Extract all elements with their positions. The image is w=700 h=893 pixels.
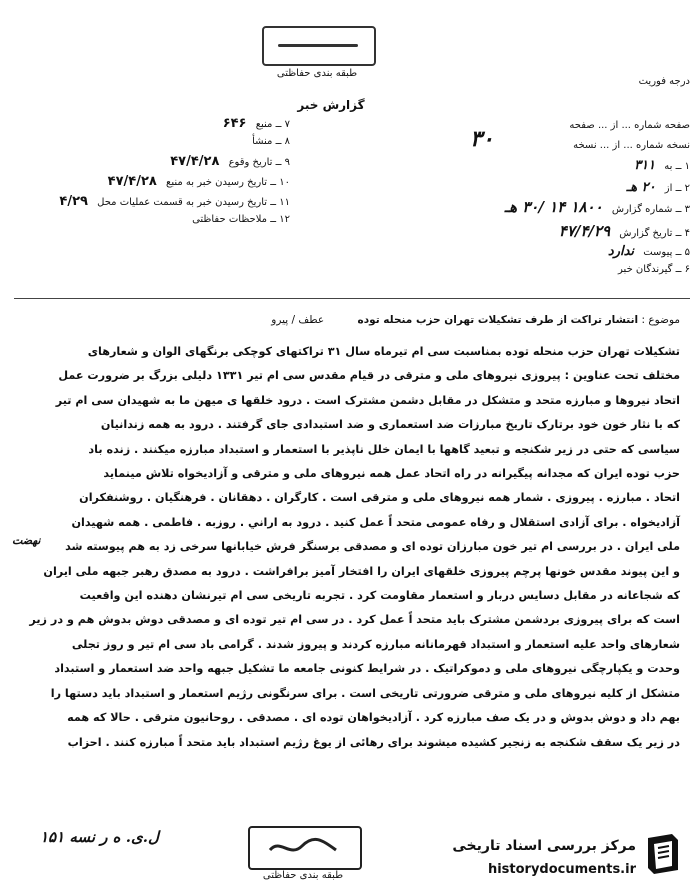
body-line: تشکیلات تهران حزب منحله توده بمناسبت سی ام تیرماه سال ۳۱ تراکتهای کوچکی برنگهای الوان و شعارهای	[87, 345, 680, 358]
received-source-value: ۴۷/۴/۲۸	[107, 174, 157, 189]
from-field	[440, 180, 690, 195]
received-source-label: ۱۰ ــ تاریخ رسیدن خبر به منبع	[166, 177, 290, 188]
body-line: ملی ایران . در بررسی ام تیر خون مبارزان توده ای و مصدقی برسنگر فرش خیابانها سرخی زد به هم پیوسته شد	[65, 540, 680, 554]
subject-text: انتشار تراکت از طرف تشکیلات تهران حزب منحله توده	[357, 314, 639, 326]
margin-note: نهضت	[12, 534, 41, 547]
from-label: ۲ ــ از	[664, 183, 690, 194]
to-label: ۱ ــ به	[664, 161, 690, 172]
body-line: و این پیوند مقدس خونها پرچم پیروزی خلقهای ایران را افتخار آمیز برافراشت . درود به مصدق رهبر جبهه ملی ایران	[43, 564, 680, 578]
classification-label-top: طبقه بندی حفاظتی	[276, 68, 358, 79]
report-date-label: ۴ ــ تاریخ گزارش	[619, 228, 690, 239]
event-date-label: ۹ ــ تاریخ وقوع	[228, 157, 290, 168]
attachment-field	[440, 244, 690, 259]
handwritten-number: ۳۰	[470, 126, 494, 152]
to-field	[440, 158, 690, 173]
body-line: اتحاد . مبارزه . پیروزی . شمار همه نیروهای ملی و مترقی است . کارگران . دهقانان . فرهنگیان . روشنفکران	[79, 491, 680, 505]
remarks-label: ۱۲ ــ ملاحظات حفاظتی	[192, 214, 290, 225]
copy-number-field	[400, 140, 690, 151]
received-unit-label: ۱۱ ــ تاریخ رسیدن خبر به قسمت عملیات محل	[97, 197, 290, 208]
report-date-value: ۴۷/۴/۲۹	[558, 222, 611, 240]
subject-label: موضوع	[648, 314, 680, 326]
body-line: حزب توده ایران که مجدانه پیگیرانه در راه اتحاد عمل همه نیروهای ملی و مترقی و آزادیخواه تلاش مینماید	[103, 467, 680, 481]
body-line: که با نثار خون خود برتارک تاریخ مبارزات ضد استعماری و ضد استبدادی جای گرفتند . درود به همه زندانیان	[100, 418, 680, 432]
source-label: ۷ ــ منبع	[255, 119, 290, 130]
archive-logo-icon	[642, 832, 682, 876]
copy-number-label: نسخه شماره ... از ... نسخه	[573, 140, 690, 151]
urgency-label: درجه فوریت	[638, 76, 690, 87]
body-line: شعارهای واحد علیه استعمار و استبداد قهرمانانه مبارزه کردند و پیروز شدند . گرامی باد سی ام تیر و روز تجلی	[71, 637, 680, 651]
classification-label-bottom: طبقه بندی حفاظتی	[262, 870, 344, 881]
body-line: متشکل از کلیه نیروهای ملی و مترقی ضرورتی تاریخی است . برای سرنگونی رژیم استعمار و استبداد باید دستها را	[50, 686, 680, 700]
body-line: مختلف تحت عناوین : پیروزی نیروهای ملی و مترقی در قیام مقدس سی ام تیر ۱۳۳۱ دلیلی بزرگ بر ضرورت عمل	[58, 369, 680, 383]
to-value: ۳۱۱	[634, 158, 656, 173]
report-number-field	[420, 198, 690, 216]
body-line: اتحاد نیروها و مبارزه متحد و متشکل در مقابل دشمن مشترک است . درود خلقها ی میهن ما به شهیدان سی ام تیر	[55, 393, 680, 407]
received-unit-value: ۴/۲۹	[59, 194, 88, 209]
classification-stamp-bottom	[248, 826, 362, 870]
body-line: سیاسی که حتی در زیر شکنجه و تبعید گاهها با ایمان خلل ناپذیر با استعمار و استبداد مبارزه میکنند . زنده باد	[88, 442, 680, 456]
report-title: گزارش خبر	[297, 98, 365, 112]
origin-field	[110, 136, 290, 147]
source-field	[110, 116, 290, 131]
report-number-value: ۱۸۰۰ ۱۴ /۳۰ هـ	[504, 198, 603, 216]
body-line: در زیر یک سقف شکنجه به زنجیر کشیده میشوند برای رهائی از یوغ رژیم استبداد باید متحد اً مبارزه کنند . احزاب	[67, 735, 680, 749]
stamp-scribble-icon	[250, 828, 356, 864]
origin-label: ۸ ــ منشأ	[252, 136, 290, 147]
report-number-label: ۳ ــ شماره گزارش	[611, 204, 690, 215]
source-value: ۶۴۶	[222, 116, 247, 131]
received-source-field	[40, 174, 290, 189]
body-line: که شجاعانه در مقابل دسایس دربار و استعمار مقاومت کرد . تجربه تاریخی سی ام تیرنشان دهنده این واقعیت	[79, 589, 680, 603]
recipients-label: ۶ ــ گیرندگان خبر	[618, 264, 690, 275]
subject-line: موضوع : انتشار تراکت از طرف تشکیلات تهران حزب منحله توده عطف / پیرو	[271, 314, 680, 326]
classification-stamp-top	[262, 26, 376, 66]
body-line: است که برای پیروزی بردشمن مشترک باید متحد اً عمل کرد . در سی ام تیر توده ای و مصدقی دوش بدوش هم و در زیر	[29, 613, 680, 627]
report-date-field	[420, 222, 690, 240]
page-number-label: صفحه شماره ... از ... صفحه	[569, 120, 690, 131]
signature-note: ل.ی. ه ر نسه ۱۵۱	[40, 828, 159, 846]
attachment-value: ندارد	[607, 244, 635, 259]
remarks-field	[110, 214, 290, 225]
attachment-label: ۵ ــ پیوست	[643, 247, 690, 258]
subject-ref: عطف / پیرو	[271, 314, 325, 326]
body-line: آزادیخواه . برای آزادی استقلال و رفاه عمومی متحد اً عمل کنید . درود به اراني . روزبه . فاطمی . همه شهیدان	[71, 515, 680, 529]
event-date-value: ۴۷/۴/۲۸	[170, 154, 220, 169]
from-value: ۲۰ هـ	[626, 180, 656, 195]
recipients-field	[440, 264, 690, 275]
body-line: بهم داد و دوش بدوش و در یک صف مبارزه کرد . آزادیخواهان توده ای . مصدقی . روحانیون مترقی . حالا که همه	[67, 711, 680, 725]
received-unit-field	[40, 194, 290, 209]
page-number-field	[400, 120, 690, 131]
event-date-field	[96, 154, 290, 169]
archive-name: مرکز بررسی اسناد تاریخی	[452, 838, 636, 854]
document-body	[14, 340, 680, 755]
archive-url: historydocuments.ir	[487, 862, 636, 877]
body-line: وحدت و یکپارچگی نیروهای ملی و دموکراتیک . در شرایط کنونی جامعه ما تشکیل جبهه واحد ضد استعمار و استبداد	[54, 662, 680, 676]
header-divider	[14, 298, 690, 299]
